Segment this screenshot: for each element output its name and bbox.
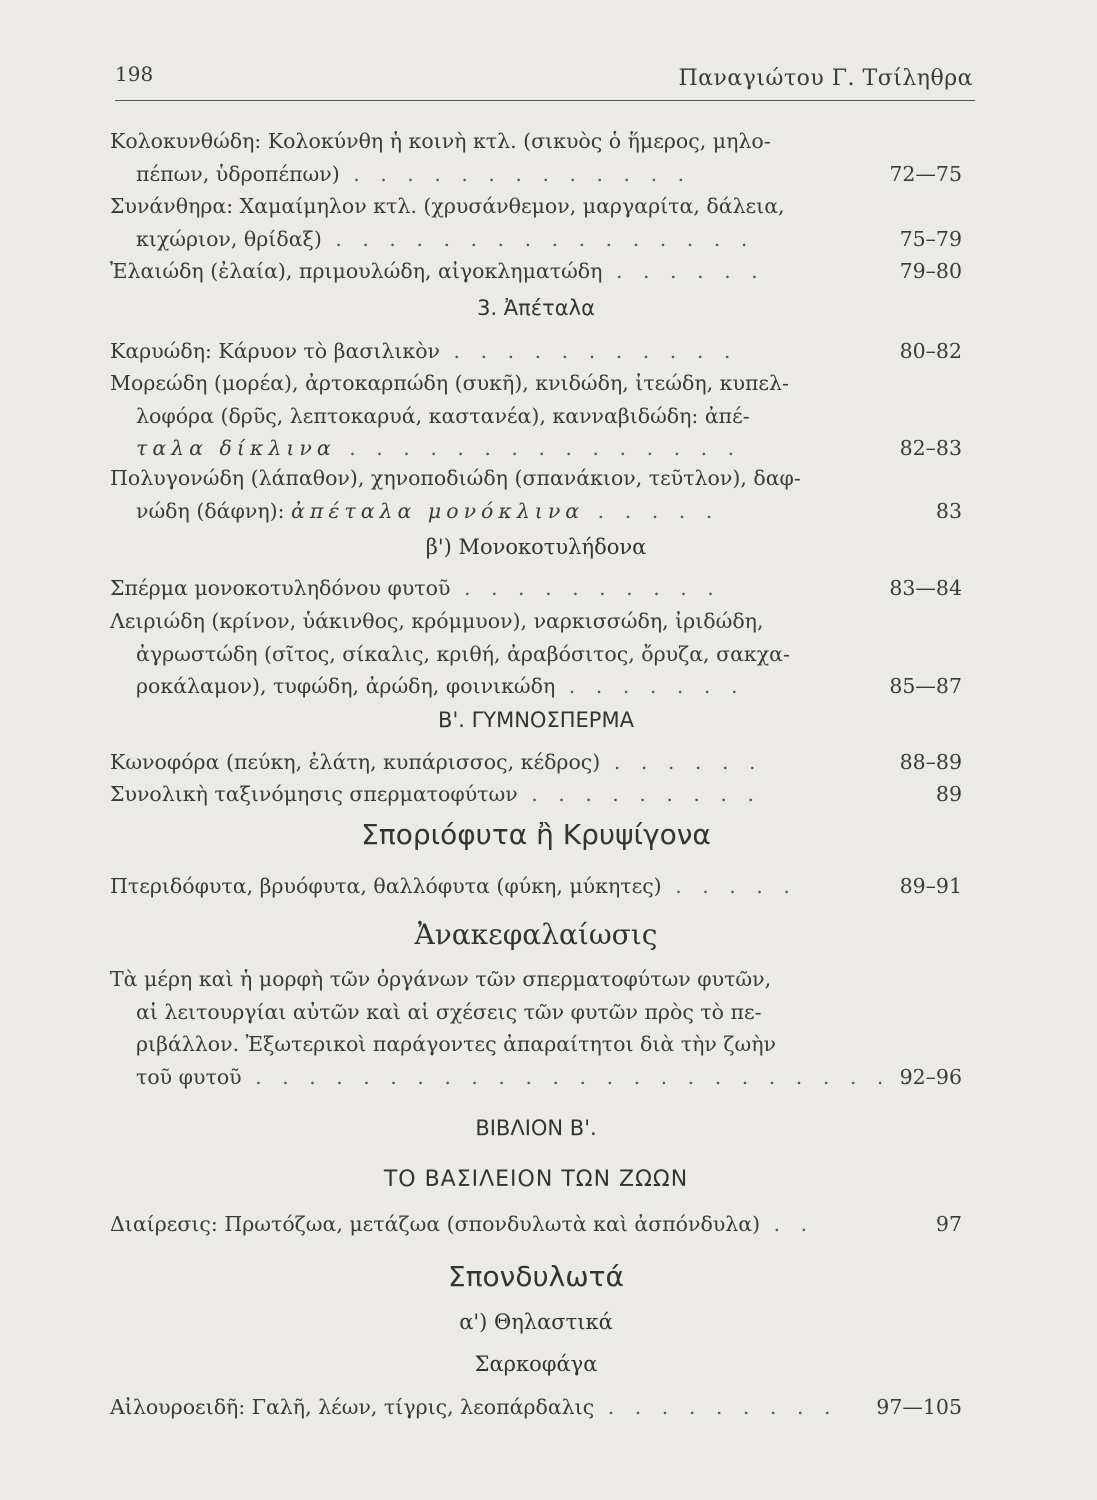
toc-entry: Πτεριδόφυτα, βρυόφυτα, θαλλόφυτα (φύκη, μύκητες) . . . . . 89–91 bbox=[110, 870, 962, 903]
entry-pages: 72—75 bbox=[889, 161, 962, 186]
section-heading-spondylota: Σπονδυλωτά bbox=[448, 1260, 624, 1293]
section-heading-gymnosperma: Β'. ΓΥΜΝΟΣΠΕΡΜΑ bbox=[438, 708, 634, 732]
section-heading-apetala: 3. Ἀπέταλα bbox=[477, 296, 595, 320]
entry-pages: 92–96 bbox=[899, 1064, 962, 1089]
entry-text: νώδη (δάφνη): bbox=[136, 498, 285, 523]
toc-entry: Λειριώδη (κρίνον, ὑάκινθος, κρόμμυον), ναρκισσώδη, ἰριδώδη, ἀγρωστώδη (σῖτος, σίκαλις, κριθή, ἀραβόσιτος, ὄρυζα, σακχα- ροκάλαμον), τυφώδη, ἀρώδη, φοινικώδη . . . . . . . 85—87 bbox=[110, 605, 962, 703]
page-header bbox=[115, 62, 975, 101]
entry-pages: 79–80 bbox=[899, 259, 962, 283]
entry-text: Μορεώδη (μορέα), ἀρτοκαρπώδη (συκῆ), κνιδώδη, ἰτεώδη, κυπελ- bbox=[110, 371, 789, 395]
entry-text-spaced: ταλα δίκλινα bbox=[136, 436, 336, 460]
toc-entry: Ἐλαιώδη (ἐλαία), πριμουλώδη, αἰγοκληματώδη . . . . . . 79–80 bbox=[110, 255, 962, 288]
section-heading-sarkofaga: Σαρκοφάγα bbox=[474, 1352, 598, 1376]
toc-entry: Πολυγονώδη (λάπαθον), χηνοποδιώδη (σπανάκιον, τεῦτλον), δαφ- νώδη (δάφνη): ἀπέταλα μονόκλινα . . . . . 83 bbox=[110, 462, 962, 527]
entry-text-spaced: ἀπέταλα μονόκλινα bbox=[291, 498, 585, 523]
entry-text: Κωνοφόρα (πεύκη, ἐλάτη, κυπάρισσος, κέδρος) bbox=[110, 750, 601, 774]
toc-entry: Αἰλουροειδῆ: Γαλῆ, λέων, τίγρις, λεοπάρδαλις . . . . . . . . . 97—105 bbox=[110, 1391, 962, 1424]
entry-pages: 83—84 bbox=[889, 576, 962, 600]
entry-text: ἀγρωστώδη (σῖτος, σίκαλις, κριθή, ἀραβόσιτος, ὄρυζα, σακχα- bbox=[136, 641, 790, 666]
entry-text: πέπων, ὑδροπέπων) bbox=[136, 161, 340, 186]
entry-text: κιχώριον, θρίδαξ) bbox=[136, 226, 322, 251]
entry-text: Κολοκυνθώδη: Κολοκύνθη ἡ κοινὴ κτλ. (σικυὸς ὁ ἥμερος, μηλο- bbox=[110, 129, 771, 153]
entry-pages: 88–89 bbox=[899, 750, 962, 774]
entry-text: Διαίρεσις: Πρωτόζωα, μετάζωα (σπονδυλωτὰ καὶ ἀσπόνδυλα) bbox=[110, 1212, 761, 1236]
section-heading-anakefalaiosis: Ἀνακεφαλαίωσις bbox=[414, 918, 658, 951]
entry-text: Αἰλουροειδῆ: Γαλῆ, λέων, τίγρις, λεοπάρδαλις bbox=[110, 1395, 595, 1419]
toc-entry: Συνάνθηρα: Χαμαίμηλον κτλ. (χρυσάνθεμον, μαργαρίτα, δάλεια, κιχώριον, θρίδαξ) . . . . . . . . . . . . . . . . 75–79 bbox=[110, 190, 962, 255]
toc-entry: Σπέρμα μονοκοτυληδόνου φυτοῦ . . . . . . . . . . 83—84 bbox=[110, 572, 962, 605]
entry-text: Καρυώδη: Κάρυον τὸ βασιλικὸν bbox=[110, 339, 441, 363]
entry-text: Συνολικὴ ταξινόμησις σπερματοφύτων bbox=[110, 782, 518, 806]
section-heading-thilastika: α') Θηλαστικά bbox=[459, 1310, 613, 1334]
toc-entry: Διαίρεσις: Πρωτόζωα, μετάζωα (σπονδυλωτὰ καὶ ἀσπόνδυλα) . . 97 bbox=[110, 1208, 962, 1241]
entry-pages: 80–82 bbox=[899, 339, 962, 363]
toc-entry: Καρυώδη: Κάρυον τὸ βασιλικὸν . . . . . . . . . . . 80–82 bbox=[110, 335, 962, 368]
entry-pages: 97—105 bbox=[876, 1395, 962, 1419]
entry-text: τοῦ φυτοῦ bbox=[136, 1064, 242, 1089]
entry-pages: 85—87 bbox=[889, 674, 962, 698]
entry-pages: 75–79 bbox=[899, 226, 962, 251]
entry-text: ριβάλλον. Ἐξωτερικοὶ παράγοντες ἀπαραίτητοι διὰ τὴν ζωὴν bbox=[136, 1032, 776, 1056]
entry-text: Λειριώδη (κρίνον, ὑάκινθος, κρόμμυον), ναρκισσώδη, ἰριδώδη, bbox=[110, 609, 764, 633]
toc-entry: Κωνοφόρα (πεύκη, ἐλάτη, κυπάρισσος, κέδρος) . . . . . . 88–89 bbox=[110, 746, 962, 779]
toc-entry: Κολοκυνθώδη: Κολοκύνθη ἡ κοινὴ κτλ. (σικυὸς ὁ ἥμερος, μηλο- πέπων, ὑδροπέπων) . . . . . . . . . . . . . 72—75 bbox=[110, 125, 962, 190]
entry-text: Συνάνθηρα: Χαμαίμηλον κτλ. (χρυσάνθεμον, μαργαρίτα, δάλεια, bbox=[110, 194, 785, 218]
entry-text: Ἐλαιώδη (ἐλαία), πριμουλώδη, αἰγοκληματώδη bbox=[110, 259, 603, 283]
entry-text: λοφόρα (δρῦς, λεπτοκαρυά, καστανέα), κανναβιδώδη: ἀπέ- bbox=[136, 403, 750, 428]
section-heading-biblion: ΒΙΒΛΙΟΝ Β'. bbox=[475, 1116, 597, 1140]
page-number: 198 bbox=[115, 62, 154, 86]
entry-pages: 89 bbox=[935, 782, 962, 806]
entry-pages: 89–91 bbox=[899, 874, 962, 898]
entry-text: αἱ λειτουργίαι αὐτῶν καὶ αἱ σχέσεις τῶν φυτῶν πρὸς τὸ πε- bbox=[136, 999, 762, 1024]
entry-pages: 97 bbox=[935, 1212, 962, 1236]
section-heading-sporiofyta: Σποριόφυτα ἢ Κρυψίγονα bbox=[361, 818, 711, 851]
section-heading-monokotyl: β') Μονοκοτυλήδονα bbox=[425, 535, 647, 559]
toc-entry: Συνολικὴ ταξινόμησις σπερματοφύτων . . . . . . . . . 89 bbox=[110, 778, 962, 811]
entry-pages: 83 bbox=[935, 498, 962, 523]
toc-entry: Μορεώδη (μορέα), ἀρτοκαρπώδη (συκῆ), κνιδώδη, ἰτεώδη, κυπελ- λοφόρα (δρῦς, λεπτοκαρυά, καστανέα), κανναβιδώδη: ἀπέ- ταλα δίκλινα . . . . . . . . . . . . . . . 82–83 bbox=[110, 367, 962, 465]
entry-text: Σπέρμα μονοκοτυληδόνου φυτοῦ bbox=[110, 576, 451, 600]
entry-text: Τὰ μέρη καὶ ἡ μορφὴ τῶν ὀργάνων τῶν σπερματοφύτων φυτῶν, bbox=[110, 967, 772, 991]
entry-text: ροκάλαμον), τυφώδη, ἀρώδη, φοινικώδη bbox=[136, 674, 556, 698]
entry-text: Πολυγονώδη (λάπαθον), χηνοποδιώδη (σπανάκιον, τεῦτλον), δαφ- bbox=[110, 466, 801, 490]
entry-pages: 82–83 bbox=[899, 436, 962, 460]
running-head: Παναγιώτου Γ. Τσίληθρα bbox=[678, 66, 973, 91]
toc-entry: Τὰ μέρη καὶ ἡ μορφὴ τῶν ὀργάνων τῶν σπερματοφύτων φυτῶν, αἱ λειτουργίαι αὐτῶν καὶ αἱ σχέσεις τῶν φυτῶν πρὸς τὸ πε- ριβάλλον. Ἐξωτερικοὶ παράγοντες ἀπαραίτητοι διὰ τὴν ζωὴν τοῦ φυτοῦ . . . . . . . . . . . . . . . . . . . . . . . . . 92–96 bbox=[110, 963, 962, 1093]
entry-text: Πτεριδόφυτα, βρυόφυτα, θαλλόφυτα (φύκη, μύκητες) bbox=[110, 874, 662, 898]
section-heading-vasileion: ΤΟ ΒΑΣΙΛΕΙΟΝ ΤΩΝ ΖΩΩΝ bbox=[383, 1167, 689, 1192]
